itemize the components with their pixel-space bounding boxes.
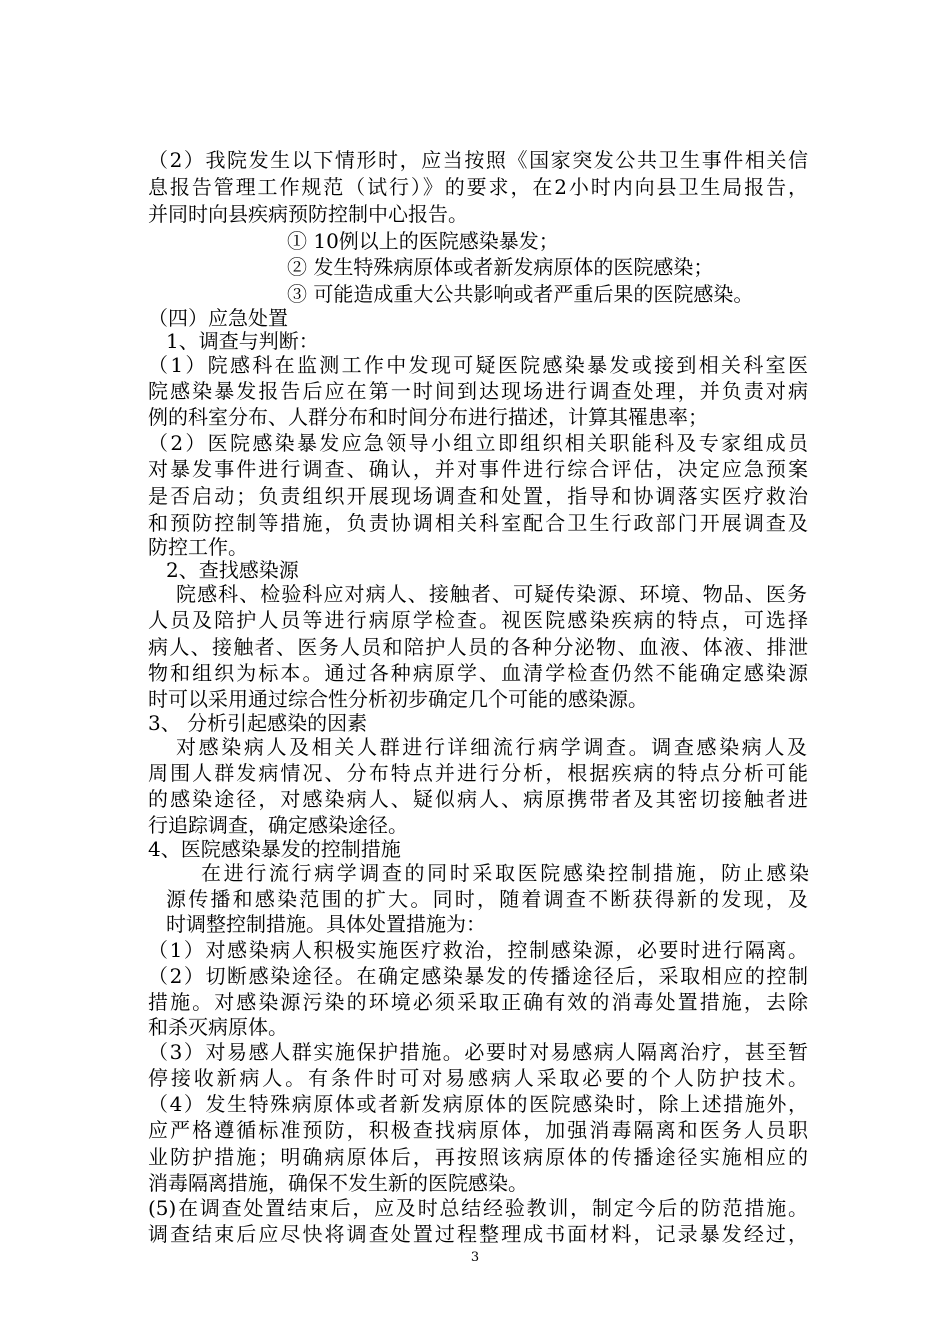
text-line: 措施。对感染源污染的环境必须采取正确有效的消毒处置措施，去除 (148, 990, 808, 1014)
text-line: 在进行流行病学调查的同时采取医院感染控制措施，防止感染 (201, 861, 809, 885)
list-item: ① 10例以上的医院感染暴发； (287, 229, 559, 253)
text-line: 对感染病人及相关人群进行详细流行病学调查。调查感染病人及 (176, 735, 807, 759)
subsection-heading: 2、查找感染源 (166, 558, 299, 582)
text-line: 和杀灭病原体。 (148, 1015, 288, 1039)
text-line: 院感染暴发报告后应在第一时间到达现场进行调查处理，并负责对病 (148, 379, 808, 403)
text-line: 防控工作。 (148, 535, 248, 559)
text-line: (5)在调查处置结束后，应及时总结经验教训，制定今后的防范措施。 (148, 1196, 808, 1220)
text-line: （4）发生特殊病原体或者新发病原体的医院感染时，除上述措施外， (148, 1092, 808, 1116)
text-line: （1）对感染病人积极实施医疗救治，控制感染源，必要时进行隔离。 (148, 938, 808, 962)
list-item: ③ 可能造成重大公共影响或者严重后果的医院感染。 (287, 282, 754, 306)
text-line: 和预防控制等措施，负责协调相关科室配合卫生行政部门开展调查及 (148, 511, 808, 535)
subsection-heading: 1、调查与判断： (166, 329, 319, 353)
text-line: （1）院感科在监测工作中发现可疑医院感染暴发或接到相关科室医 (148, 353, 808, 377)
text-line: 的感染途径，对感染病人、疑似病人、病原携带者及其密切接触者进 (148, 787, 808, 811)
text-line: 院感科、检验科应对病人、接触者、可疑传染源、环境、物品、医务 (176, 582, 807, 606)
text-line: 行追踪调查，确定感染途径。 (148, 813, 408, 837)
subsection-heading: 3、 分析引起感染的因素 (148, 711, 368, 735)
text-line: 应严格遵循标准预防，积极查找病原体，加强消毒隔离和医务人员职 (148, 1118, 808, 1142)
text-line: （3）对易感人群实施保护措施。必要时对易感病人隔离治疗，甚至暂 (148, 1040, 808, 1064)
text-line: 病人、接触者、医务人员和陪护人员的各种分泌物、血液、体液、排泄 (148, 635, 808, 659)
page-number: 3 (470, 1250, 480, 1265)
text-line: 时可以采用通过综合性分析初步确定几个可能的感染源。 (148, 687, 648, 711)
text-line: 对暴发事件进行调查、确认，并对事件进行综合评估，决定应急预案 (148, 457, 808, 481)
text-line: 息报告管理工作规范（试行）》的要求，在2小时内向县卫生局报告， (148, 175, 808, 199)
text-line: 物和组织为标本。通过各种病原学、血清学检查仍然不能确定感染源 (148, 661, 808, 685)
text-line: （2）我院发生以下情形时，应当按照《国家突发公共卫生事件相关信 (148, 148, 808, 172)
text-line: 例的科室分布、人群分布和时间分布进行描述，计算其罹患率； (148, 405, 708, 429)
text-line: 停接收新病人。有条件时可对易感病人采取必要的个人防护技术。 (148, 1066, 808, 1090)
subsection-heading: 4、医院感染暴发的控制措施 (148, 837, 401, 861)
section-heading: （四）应急处置 (148, 306, 288, 330)
text-line: 人员及陪护人员等进行病原学检查。视医院感染疾病的特点，可选择 (148, 608, 808, 632)
text-line: （2）切断感染途径。在确定感染暴发的传播途径后，采取相应的控制 (148, 964, 808, 988)
text-line: （2）医院感染暴发应急领导小组立即组织相关职能科及专家组成员 (148, 431, 808, 455)
text-line: 并同时向县疾病预防控制中心报告。 (148, 202, 468, 226)
list-item: ② 发生特殊病原体或者新发病原体的医院感染； (287, 255, 714, 279)
text-line: 时调整控制措施。具体处置措施为： (166, 912, 486, 936)
text-line: 业防护措施；明确病原体后，再按照该病原体的传播途径实施相应的 (148, 1145, 808, 1169)
text-line: 消毒隔离措施，确保不发生新的医院感染。 (148, 1171, 528, 1195)
text-line: 源传播和感染范围的扩大。同时，随着调查不断获得新的发现，及 (166, 887, 808, 911)
text-line: 周围人群发病情况、分布特点并进行分析，根据疾病的特点分析可能 (148, 761, 808, 785)
text-line: 调查结束后应尽快将调查处置过程整理成书面材料，记录暴发经过， (148, 1222, 808, 1246)
text-line: 是否启动；负责组织开展现场调查和处置，指导和协调落实医疗救治 (148, 484, 808, 508)
